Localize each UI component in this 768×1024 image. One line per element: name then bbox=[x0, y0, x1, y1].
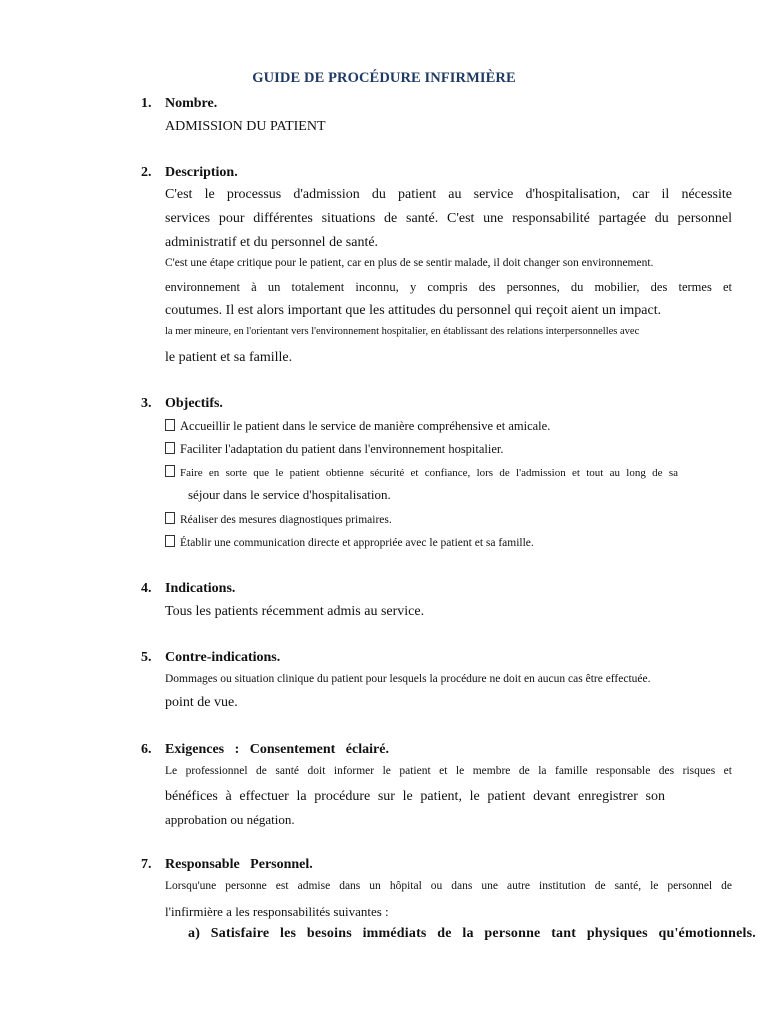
section-2-number: 2. bbox=[141, 165, 152, 180]
document-title: GUIDE DE PROCÉDURE INFIRMIÈRE bbox=[252, 70, 516, 86]
section-6-line: bénéfices à effectuer la procédure sur le patient, le patient devant enregistrer son bbox=[165, 789, 665, 804]
section-6-number: 6. bbox=[141, 742, 152, 757]
objective-item: Faire en sorte que le patient obtienne sécurité et confiance, lors de l'admission et tout au long de sa bbox=[165, 465, 678, 479]
section-5-number: 5. bbox=[141, 650, 152, 665]
objective-item: Réaliser des mesures diagnostiques primaires. bbox=[165, 512, 392, 526]
section-4-heading: Indications. bbox=[165, 581, 236, 596]
objective-item: Établir une communication directe et appropriée avec le patient et sa famille. bbox=[165, 535, 534, 549]
checkbox-icon bbox=[165, 535, 175, 547]
section-2-line: coutumes. Il est alors important que les attitudes du personnel qui reçoit aient un impact. bbox=[165, 303, 662, 318]
section-7-sub-item: a) Satisfaire les besoins immédiats de la personne tant physiques qu'émotionnels. bbox=[188, 926, 756, 941]
checkbox-icon bbox=[165, 442, 175, 454]
checkbox-icon bbox=[165, 465, 175, 477]
section-7-number: 7. bbox=[141, 857, 152, 872]
section-6-line: approbation ou négation. bbox=[165, 812, 295, 827]
section-2-heading: Description. bbox=[165, 165, 238, 180]
section-3-number: 3. bbox=[141, 396, 152, 411]
section-7-line: l'infirmière a les responsabilités suivantes : bbox=[165, 904, 389, 919]
section-1-number: 1. bbox=[141, 96, 152, 111]
checkbox-icon bbox=[165, 512, 175, 524]
section-7-line: Lorsqu'une personne est admise dans un hôpital ou dans une autre institution de santé, le personnel de bbox=[165, 880, 732, 892]
section-2-line: la mer mineure, en l'orientant vers l'environnement hospitalier, en établissant des relations interpersonnelles avec bbox=[165, 326, 640, 337]
section-5-heading: Contre-indications. bbox=[165, 650, 281, 665]
objective-item: Accueillir le patient dans le service de manière compréhensive et amicale. bbox=[165, 419, 550, 434]
section-2-line: administratif et du personnel de santé. bbox=[165, 235, 379, 250]
section-7-heading: Responsable Personnel. bbox=[165, 857, 313, 872]
objective-item: Faciliter l'adaptation du patient dans l'environnement hospitalier. bbox=[165, 442, 504, 457]
section-1-line: ADMISSION DU PATIENT bbox=[165, 119, 326, 134]
section-5-line: point de vue. bbox=[165, 695, 238, 710]
section-2-line: environnement à un totalement inconnu, y compris des personnes, du mobilier, des termes et bbox=[165, 280, 732, 294]
section-2-line: C'est une étape critique pour le patient, car en plus de se sentir malade, il doit changer son environnement. bbox=[165, 257, 654, 269]
checkbox-icon bbox=[165, 419, 175, 431]
section-6-line: Le professionnel de santé doit informer le patient et le membre de la famille responsable des risques et bbox=[165, 765, 732, 777]
section-3-heading: Objectifs. bbox=[165, 396, 223, 411]
section-2-line: le patient et sa famille. bbox=[165, 350, 293, 365]
section-2-line: services pour différentes situations de santé. C'est une responsabilité partagée du personnel bbox=[165, 211, 732, 226]
objective-continuation: séjour dans le service d'hospitalisation. bbox=[188, 487, 391, 502]
section-5-line: Dommages ou situation clinique du patient pour lesquels la procédure ne doit en aucun cas être effectuée. bbox=[165, 673, 651, 685]
section-2-line: C'est le processus d'admission du patient au service d'hospitalisation, car il nécessite bbox=[165, 187, 732, 202]
section-1-heading: Nombre. bbox=[165, 96, 218, 111]
section-4-number: 4. bbox=[141, 581, 152, 596]
section-4-line: Tous les patients récemment admis au service. bbox=[165, 604, 425, 619]
section-6-heading: Exigences : Consentement éclairé. bbox=[165, 742, 389, 757]
